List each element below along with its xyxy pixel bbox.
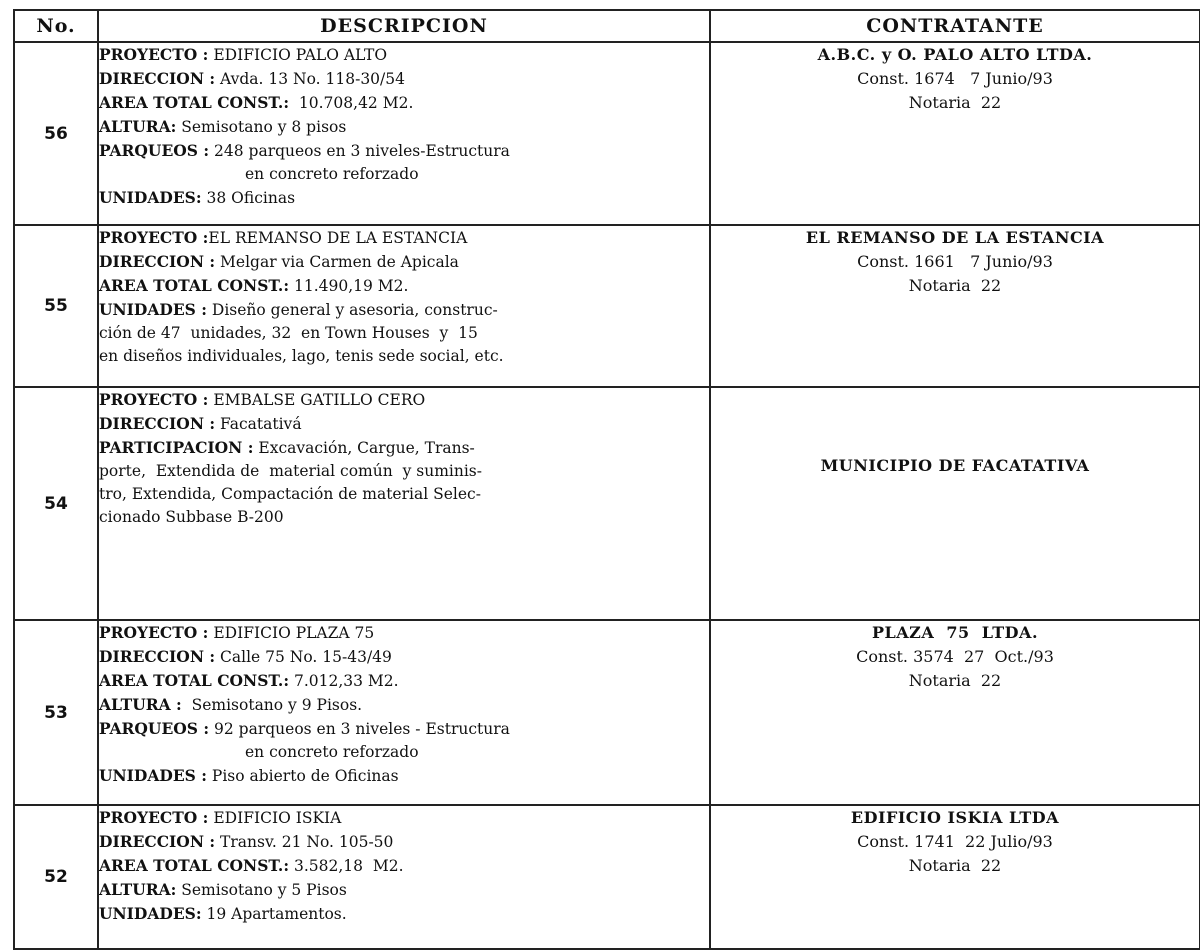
table-row: [14, 42, 1200, 225]
description-line: [99, 669, 709, 693]
table-row: [14, 387, 1200, 620]
field-value: 248 parqueos en 3 niveles-Estructura: [209, 142, 510, 160]
document-sheet: [13, 9, 1199, 950]
description-line: [99, 830, 709, 854]
description-line: [99, 806, 709, 830]
field-value: 11.490,19 M2.: [289, 277, 409, 295]
field-value: Facatativá: [215, 415, 302, 433]
client-name: PLAZA 75 LTDA.: [871, 623, 1039, 642]
field-label: UNIDADES :: [99, 766, 207, 785]
client-notaria: Notaria 22: [908, 276, 1002, 295]
field-label: PARQUEOS :: [99, 719, 210, 738]
field-label: UNIDADES:: [99, 904, 202, 923]
description-cell: [98, 620, 710, 805]
description-line: [99, 163, 709, 186]
table-row: [14, 620, 1200, 805]
field-label: PARQUEOS :: [99, 141, 210, 160]
description-line: [99, 186, 709, 210]
field-value: en concreto reforzado: [245, 165, 419, 183]
field-label: PROYECTO :: [99, 808, 209, 827]
field-label: ALTURA :: [99, 695, 182, 714]
field-value: Calle 75 No. 15-43/49: [215, 648, 392, 666]
header-row: [14, 10, 1200, 42]
client-name: A.B.C. y O. PALO ALTO LTDA.: [817, 45, 1093, 64]
field-value: Piso abierto de Oficinas: [206, 767, 399, 785]
description-line: [99, 226, 709, 250]
contratante-cell: [710, 42, 1200, 225]
row-number: 54: [14, 387, 98, 620]
field-value: ción de 47 unidades, 32 en Town Houses y 15: [99, 324, 478, 342]
field-label: DIRECCION :: [99, 414, 216, 433]
client-constitution: Const. 1741 22 Julio/93: [857, 832, 1053, 851]
client-notaria: Notaria 22: [908, 93, 1002, 112]
field-label: UNIDADES:: [99, 188, 202, 207]
description-line: [99, 483, 709, 506]
contratante-cell: [710, 620, 1200, 805]
field-label: AREA TOTAL CONST.:: [99, 856, 290, 875]
description-cell: [98, 42, 710, 225]
field-value: Semisotano y 8 pisos: [176, 118, 347, 136]
table-row: [14, 225, 1200, 387]
description-line: [99, 878, 709, 902]
client-name: EDIFICIO ISKIA LTDA: [850, 808, 1060, 827]
description-line: [99, 43, 709, 67]
field-label: DIRECCION :: [99, 252, 216, 271]
description-line: [99, 67, 709, 91]
field-value: Semisotano y 5 Pisos: [176, 881, 347, 899]
field-value: EDIFICIO PLAZA 75: [208, 624, 375, 642]
field-value: Avda. 13 No. 118-30/54: [215, 70, 405, 88]
client-notaria: Notaria 22: [908, 671, 1002, 690]
field-value: 3.582,18 M2.: [289, 857, 404, 875]
field-value: 7.012,33 M2.: [289, 672, 399, 690]
field-label: PROYECTO :: [99, 45, 209, 64]
field-value: Melgar via Carmen de Apicala: [215, 253, 459, 271]
field-value: porte, Extendida de material común y suminis-: [99, 462, 482, 480]
description-line: [99, 717, 709, 741]
client-notaria: Notaria 22: [908, 856, 1002, 875]
description-line: [99, 115, 709, 139]
description-line: [99, 412, 709, 436]
client-name: MUNICIPIO DE FACATATIVA: [820, 456, 1090, 475]
description-line: [99, 322, 709, 345]
row-number: 56: [14, 42, 98, 225]
description-line: [99, 621, 709, 645]
row-number: 55: [14, 225, 98, 387]
description-line: [99, 298, 709, 322]
field-label: ALTURA:: [99, 880, 177, 899]
field-value: EL REMANSO DE LA ESTANCIA: [208, 229, 468, 247]
description-line: [99, 436, 709, 460]
client-constitution: Const. 1674 7 Junio/93: [857, 69, 1053, 88]
field-value: EDIFICIO PALO ALTO: [208, 46, 388, 64]
description-line: [99, 250, 709, 274]
table-row: [14, 805, 1200, 949]
field-label: DIRECCION :: [99, 69, 216, 88]
client-name: EL REMANSO DE LA ESTANCIA: [805, 228, 1105, 247]
field-label: AREA TOTAL CONST.:: [99, 276, 290, 295]
field-value: Excavación, Cargue, Trans-: [253, 439, 475, 457]
field-label: PROYECTO :: [99, 390, 209, 409]
field-label: ALTURA:: [99, 117, 177, 136]
description-line: [99, 854, 709, 878]
description-line: [99, 91, 709, 115]
header-no: No.: [14, 10, 98, 42]
contratante-cell: [710, 387, 1200, 620]
client-constitution: Const. 3574 27 Oct./93: [856, 647, 1054, 666]
field-value: 38 Oficinas: [201, 189, 296, 207]
header-descripcion: DESCRIPCION: [98, 10, 710, 42]
description-line: [99, 388, 709, 412]
description-line: [99, 764, 709, 788]
description-line: [99, 902, 709, 926]
row-number: 53: [14, 620, 98, 805]
field-value: Diseño general y asesoria, construc-: [206, 301, 498, 319]
field-value: EDIFICIO ISKIA: [208, 809, 342, 827]
description-cell: [98, 387, 710, 620]
field-label: DIRECCION :: [99, 647, 216, 666]
field-value: en concreto reforzado: [245, 743, 419, 761]
field-value: 92 parqueos en 3 niveles - Estructura: [209, 720, 510, 738]
client-constitution: Const. 1661 7 Junio/93: [857, 252, 1053, 271]
description-line: [99, 693, 709, 717]
field-value: Semisotano y 9 Pisos.: [181, 696, 363, 714]
field-value: Transv. 21 No. 105-50: [215, 833, 394, 851]
projects-table: [13, 9, 1200, 950]
field-label: PROYECTO :: [99, 623, 209, 642]
field-label: PARTICIPACION :: [99, 438, 254, 457]
field-value: en diseños individuales, lago, tenis sede social, etc.: [99, 347, 504, 365]
field-label: AREA TOTAL CONST.:: [99, 671, 290, 690]
table-body: [14, 42, 1200, 949]
field-label: PROYECTO :: [99, 228, 209, 247]
description-cell: [98, 225, 710, 387]
field-value: tro, Extendida, Compactación de material Selec-: [99, 485, 481, 503]
description-cell: [98, 805, 710, 949]
description-line: [99, 345, 709, 368]
field-value: 19 Apartamentos.: [201, 905, 347, 923]
description-line: [99, 460, 709, 483]
description-line: [99, 506, 709, 529]
row-number: 52: [14, 805, 98, 949]
header-contratante: CONTRATANTE: [710, 10, 1200, 42]
contratante-cell: [710, 805, 1200, 949]
description-line: [99, 274, 709, 298]
field-label: AREA TOTAL CONST.:: [99, 93, 290, 112]
description-line: [99, 139, 709, 163]
field-value: 10.708,42 M2.: [289, 94, 414, 112]
field-label: UNIDADES :: [99, 300, 207, 319]
description-line: [99, 741, 709, 764]
field-value: EMBALSE GATILLO CERO: [208, 391, 426, 409]
field-label: DIRECCION :: [99, 832, 216, 851]
contratante-cell: [710, 225, 1200, 387]
description-line: [99, 645, 709, 669]
field-value: cionado Subbase B-200: [99, 508, 284, 526]
